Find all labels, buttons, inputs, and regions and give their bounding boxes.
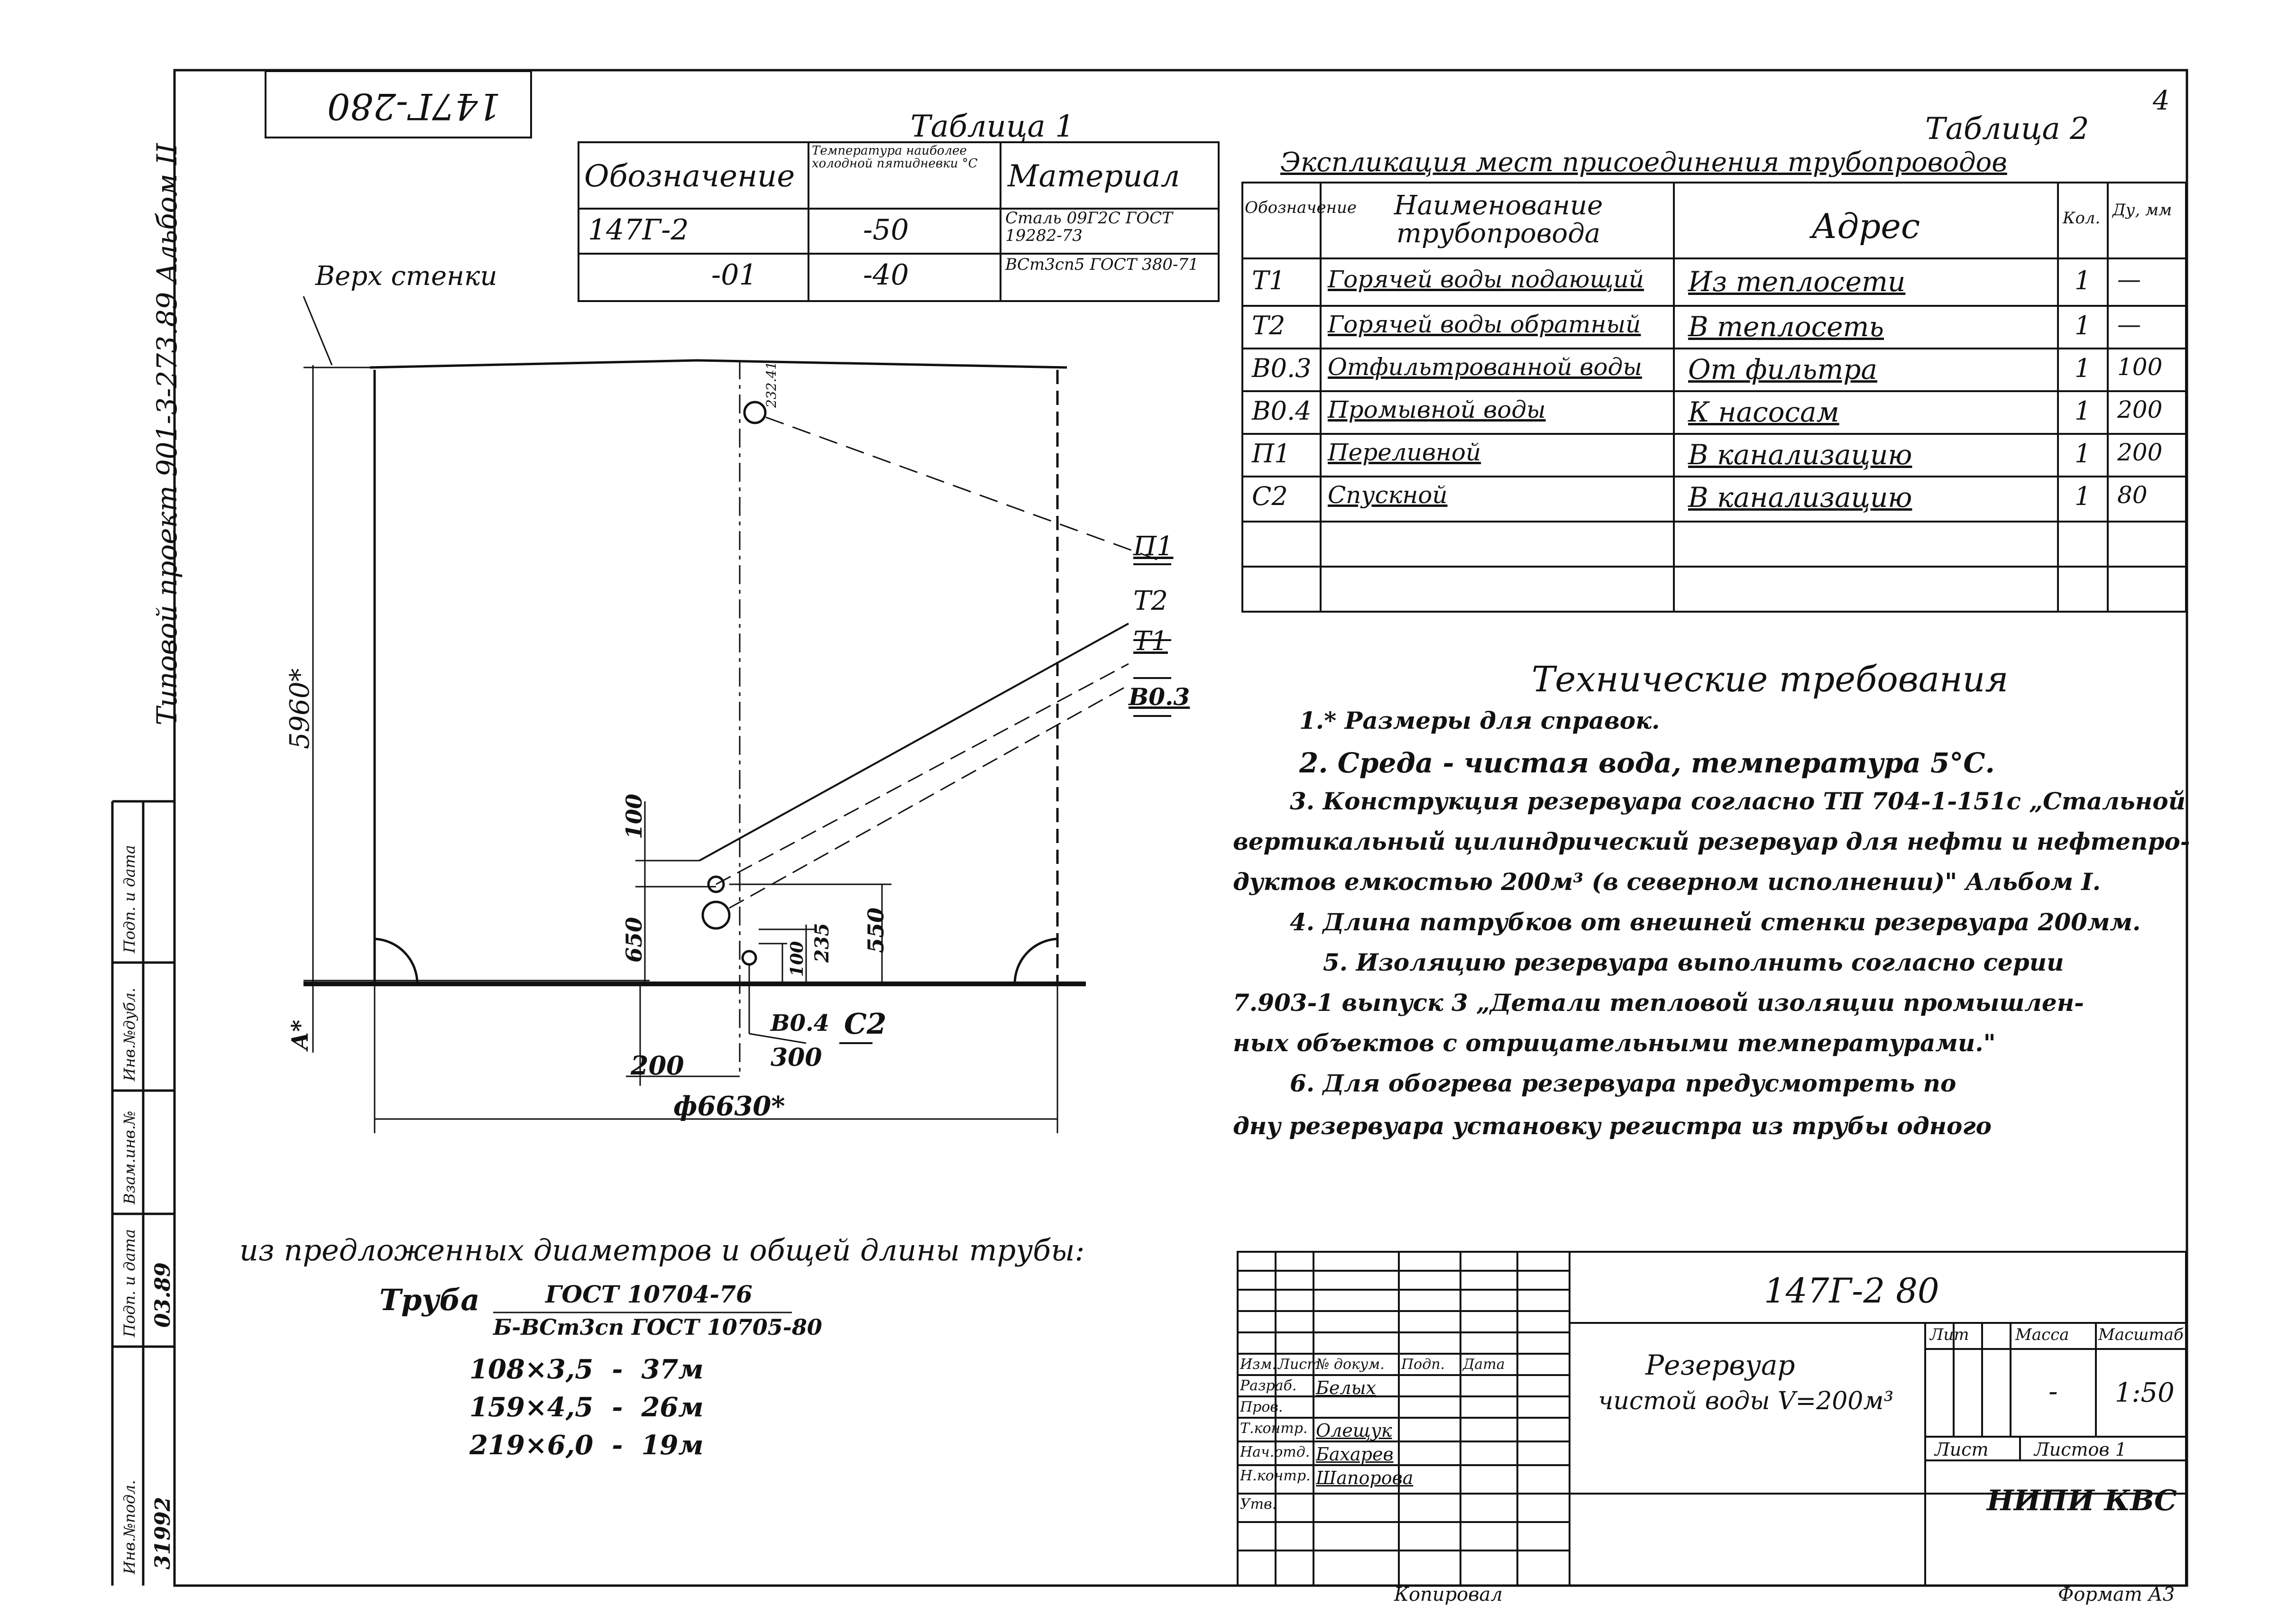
table2-cell: 1 (2075, 353, 2091, 383)
pipe-note-row: 219×6,0 - 19м (469, 1430, 704, 1461)
hdr-scale: Масштаб (2098, 1325, 2184, 1344)
dim-height: 5960* (285, 668, 315, 749)
tech-item: 3. Конструкция резервуара согласно ТП 704-1-151с „Стальной (1290, 787, 2186, 815)
title-block-person: Пров. (1240, 1399, 1283, 1415)
table2-cell: С2 (1252, 481, 1288, 511)
table2-cell: Спускной (1328, 481, 1448, 509)
table2-cell: В канализацию (1688, 439, 1912, 471)
table2-cell: 200 (2117, 396, 2163, 423)
table2-cell: Промывной воды (1328, 396, 1546, 423)
dim-nozzle-top: 232.41 (763, 361, 779, 408)
margin-cell-sign: Подп. и дата (120, 1229, 138, 1337)
table2-cell: В канализацию (1688, 481, 1912, 514)
doc-code: 147Г-2 80 (1764, 1271, 1939, 1311)
table2-header-address: Адрес (1811, 206, 1920, 246)
scale-value: 1:50 (2115, 1377, 2175, 1408)
table2-caption: Экспликация мест присоединения трубопроводов (1280, 147, 2007, 178)
pipe-note-row: 159×4,5 - 26м (469, 1392, 704, 1423)
pipe-note-line1: из предложенных диаметров и общей длины трубы: (239, 1233, 1085, 1267)
tech-item: вертикальный цилиндрический резервуар для нефти и нефтепро- (1233, 827, 2190, 855)
hdr-mass: Масса (2015, 1325, 2069, 1344)
copied-label: Копировал (1394, 1584, 1503, 1606)
sheet-label: Лист (1935, 1439, 1989, 1460)
table2-cell: 1 (2075, 396, 2091, 426)
pipe-label-v03: В0.3 (1129, 683, 1190, 711)
dim-235: 235 (811, 923, 833, 963)
table1-header-temp: Температура наиболее холодной пятидневки °С (812, 144, 978, 171)
pipe-label-t2: Т2 (1133, 586, 1168, 616)
table2-cell: Т2 (1252, 311, 1286, 340)
margin-cell-inv: Инв.№подл. (120, 1480, 138, 1574)
table2-cell: 1 (2075, 266, 2091, 295)
dim-100-top: 100 (621, 793, 647, 839)
table1-header-designation: Обозначение (584, 159, 795, 194)
table2-cell: П1 (1252, 439, 1291, 468)
table2-header-name: Наименование трубопровода (1394, 190, 1603, 249)
table2-cell: — (2117, 311, 2141, 338)
sheet-number: 4 (2153, 85, 2170, 116)
org-name: НИПИ КВС (1987, 1484, 2177, 1517)
pipe-label-t1: Т1 (1133, 626, 1168, 657)
table2-cell: 1 (2075, 439, 2091, 468)
table2-cell: В0.4 (1252, 396, 1312, 426)
table2-header-dn: Ду, мм (2112, 201, 2172, 220)
dim-650: 650 (621, 917, 647, 963)
table2-header-qty: Кол. (2063, 209, 2101, 228)
table2-cell: 200 (2117, 439, 2163, 466)
tech-item: 1.* Размеры для справок. (1299, 706, 1660, 734)
tech-title: Технические требования (1532, 659, 2009, 700)
title-block-role: Дата (1463, 1356, 1505, 1373)
tech-item: 7.903-1 выпуск 3 „Детали тепловой изоляции промышлен- (1233, 989, 2084, 1017)
table2-cell: В0.3 (1252, 353, 1312, 383)
pipe-label-c2: С2 (844, 1008, 887, 1041)
dim-a: А* (287, 1019, 313, 1050)
margin-sign-date: 03.89 (151, 1262, 175, 1328)
pipe-label-v04: В0.4 (771, 1010, 830, 1037)
mass-value: - (2048, 1375, 2058, 1407)
tech-item: 2. Среда - чистая вода, температура 5°С. (1299, 747, 1995, 779)
table2-header-code: Обозначение (1245, 198, 1357, 217)
table2-cell: 1 (2075, 311, 2091, 340)
doc-name-line1: Резервуар (1645, 1349, 1795, 1381)
margin-cell-replace: Взам.инв.№ (120, 1110, 138, 1204)
hdr-lit: Лит (1930, 1325, 1969, 1344)
tech-item: 5. Изоляцию резервуара выполнить согласно серии (1323, 948, 2064, 976)
table1-header-material: Материал (1008, 159, 1180, 194)
table2-cell: 100 (2117, 353, 2163, 381)
table1-cell: -50 (863, 213, 909, 247)
title-block-person: Т.контр. (1240, 1420, 1308, 1437)
tech-item: ных объектов с отрицательными температурами." (1233, 1029, 1996, 1057)
tech-item: 6. Для обогрева резервуара предусмотреть по (1290, 1069, 1956, 1097)
table2-cell: Горячей воды обратный (1328, 311, 1641, 338)
table1-title: Таблица 1 (910, 109, 1075, 144)
table2-cell: Горячей воды подающий (1328, 266, 1644, 293)
title-block-person: Бахарев (1316, 1444, 1394, 1465)
table2-cell: 1 (2075, 481, 2091, 511)
table1-cell: -40 (863, 258, 909, 292)
table2-cell: Переливной (1328, 439, 1481, 466)
title-block-person: Белых (1316, 1377, 1376, 1398)
table1-cell: 147Г-2 (588, 213, 689, 247)
sheets-label: Листов 1 (2034, 1439, 2127, 1460)
dim-300: 300 (771, 1043, 822, 1072)
title-block-person: Утв. (1240, 1496, 1277, 1513)
table2-cell: 80 (2117, 481, 2148, 509)
table1-cell: ВСт3сп5 ГОСТ 380-71 (1005, 255, 1199, 274)
title-block-role: Изм. (1240, 1356, 1277, 1373)
dim-550: 550 (863, 907, 889, 953)
table2-cell: Из теплосети (1688, 266, 1906, 298)
pipe-note-row: 108×3,5 - 37м (469, 1354, 704, 1385)
title-block-role: Подп. (1401, 1356, 1445, 1373)
stamp-number: 147Г-280 (327, 85, 501, 128)
table2-cell: — (2117, 266, 2141, 293)
title-block-person: Разраб. (1240, 1377, 1297, 1394)
album-title: Типовой проект 901-3-273.89 Альбом II (151, 143, 183, 725)
tech-item: 4. Длина патрубков от внешней стенки резервуара 200мм. (1290, 908, 2141, 936)
pipe-note-label: Труба (379, 1283, 480, 1317)
table2-title: Таблица 2 (1925, 111, 2089, 147)
title-block-role: № докум. (1316, 1356, 1385, 1373)
tech-item: дуктов емкостью 200м³ (в северном исполнении)" Альбом I. (1233, 868, 2101, 896)
table2-cell: В теплосеть (1688, 311, 1884, 343)
dim-200: 200 (631, 1050, 684, 1081)
table2-cell: Т1 (1252, 266, 1286, 295)
table2-cell: От фильтра (1688, 353, 1877, 385)
title-block-person: Шапорова (1316, 1468, 1414, 1488)
dim-100-bottom: 100 (787, 941, 807, 977)
table1-cell: Сталь 09Г2С ГОСТ 19282-73 (1005, 209, 1173, 246)
title-block-person: Олещук (1316, 1420, 1392, 1441)
title-block-role: Лист (1278, 1356, 1321, 1373)
dim-diameter: ф6630* (673, 1091, 785, 1122)
pipe-note-denominator: Б-ВСт3сп ГОСТ 10705-80 (493, 1314, 822, 1340)
pipe-label-p1: П1 (1133, 531, 1174, 562)
tech-item: дну резервуара установку регистра из трубы одного (1233, 1112, 1992, 1140)
table2-cell: Отфильтрованной воды (1328, 353, 1642, 381)
pipe-note-numerator: ГОСТ 10704-76 (545, 1280, 753, 1308)
title-block-person: Н.контр. (1240, 1468, 1311, 1484)
table1-cell: -01 (711, 258, 757, 292)
label-wall-top: Верх стенки (315, 261, 497, 292)
margin-inv-value: 31992 (151, 1496, 175, 1569)
title-block-person: Нач.отд. (1240, 1444, 1310, 1460)
margin-cell-dup: Инв.№дубл. (120, 988, 138, 1081)
margin-cell-sign2: Подп. и дата (120, 845, 138, 953)
doc-name-line2: чистой воды V=200м³ (1598, 1387, 1894, 1415)
format-label: Формат А3 (2058, 1584, 2175, 1606)
table2-cell: К насосам (1688, 396, 1839, 428)
